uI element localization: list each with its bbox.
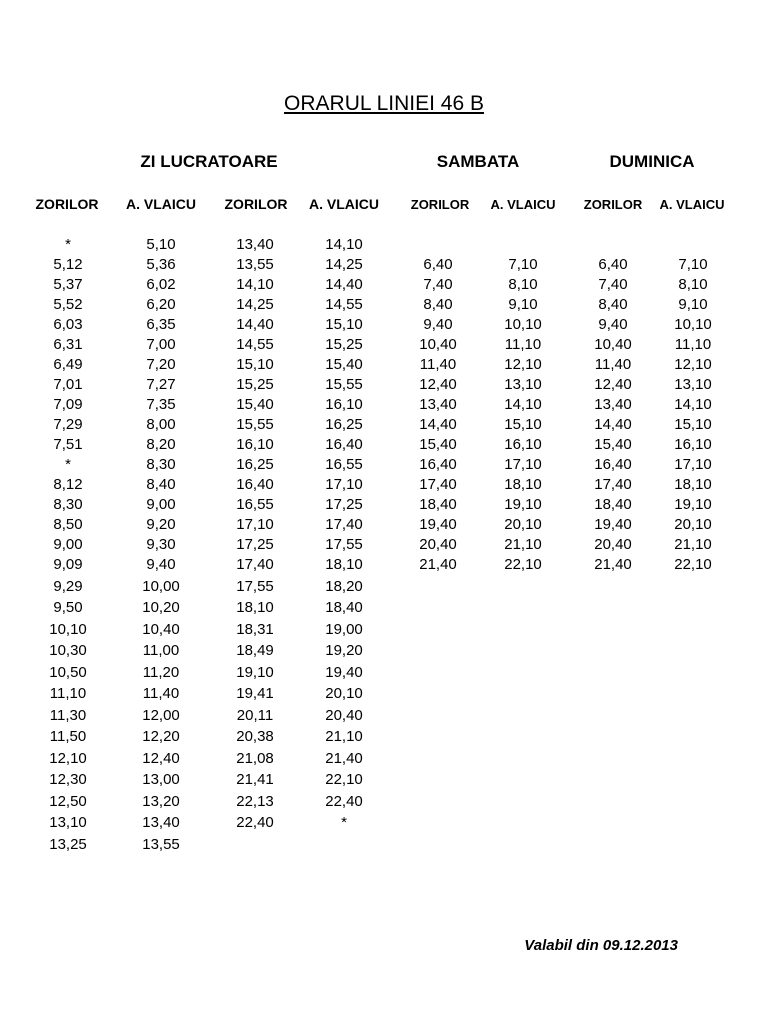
time-cell: 8,40 (598, 296, 628, 313)
time-cell: 11,50 (49, 728, 87, 745)
time-cell: 6,20 (146, 296, 176, 313)
time-cell: 16,40 (419, 456, 457, 473)
time-cell: 19,10 (674, 496, 712, 513)
time-cell: 11,40 (142, 685, 180, 702)
time-cell: 18,40 (419, 496, 457, 513)
time-cell: 11,40 (594, 356, 632, 373)
time-cell: 12,40 (594, 376, 632, 393)
time-cell: 20,40 (594, 536, 632, 553)
time-cell: 5,10 (146, 236, 176, 253)
time-cell: 10,20 (142, 599, 180, 616)
time-cell: 8,40 (146, 476, 176, 493)
time-cell: 15,25 (236, 376, 274, 393)
time-cell: 21,10 (504, 536, 542, 553)
time-cell: 19,40 (325, 663, 363, 681)
header-sunday-vlaicu: A. VLAICU (659, 197, 725, 212)
time-cell: 17,25 (325, 496, 363, 513)
time-cell: 16,25 (236, 456, 274, 473)
time-cell: 7,20 (146, 356, 176, 373)
time-cell: 13,10 (674, 376, 712, 393)
time-cell: 7,40 (598, 276, 628, 293)
time-cell: 10,40 (419, 336, 457, 353)
time-cell: 9,40 (423, 316, 453, 333)
time-cell: 7,40 (423, 276, 453, 293)
time-cell: 20,11 (236, 706, 274, 724)
time-cell: 10,40 (594, 336, 632, 353)
time-cell: 9,50 (53, 599, 83, 616)
time-cell: 16,10 (236, 436, 274, 453)
group-weekday: ZI LUCRATOARE (140, 152, 278, 171)
time-cell: 19,10 (236, 663, 274, 681)
time-cell: 17,40 (236, 556, 274, 573)
time-cell: 7,29 (53, 416, 83, 433)
time-cell: 13,40 (419, 396, 457, 413)
time-cell: 10,00 (142, 577, 180, 595)
time-cell: 17,55 (325, 536, 363, 553)
time-cell: 13,10 (49, 814, 87, 831)
time-cell: 12,10 (674, 356, 712, 373)
time-cell: 13,20 (142, 792, 180, 810)
time-cell: 15,40 (419, 436, 457, 453)
time-cell: 5,52 (53, 296, 83, 313)
time-cell: 18,49 (236, 642, 274, 659)
time-cell: 7,35 (146, 396, 176, 413)
time-cell: 17,10 (674, 456, 712, 473)
time-cell: 22,10 (504, 556, 542, 573)
header-saturday-vlaicu: A. VLAICU (490, 197, 556, 212)
time-cell: 20,40 (325, 706, 363, 724)
time-cell: 18,40 (325, 599, 363, 616)
time-cell: 18,10 (236, 599, 274, 616)
time-cell: 22,10 (325, 771, 363, 788)
time-cell: 12,40 (419, 376, 457, 393)
time-cell: 19,40 (594, 516, 632, 533)
time-cell: 9,30 (146, 536, 176, 553)
time-cell: 19,20 (325, 642, 363, 659)
time-cell: 11,10 (504, 336, 542, 353)
time-cell: 16,10 (504, 436, 542, 453)
time-cell: 21,40 (594, 556, 632, 573)
time-cell: 11,20 (142, 663, 180, 681)
time-cell: 8,40 (423, 296, 453, 313)
time-cell: 6,35 (146, 316, 176, 333)
time-cell: 11,00 (142, 642, 180, 659)
time-cell: 14,40 (236, 316, 274, 333)
time-cell: 15,10 (325, 316, 363, 333)
time-cell: 14,25 (325, 256, 363, 273)
time-cell: 14,40 (594, 416, 632, 433)
time-cell: 12,10 (504, 356, 542, 373)
time-cell: 7,01 (53, 376, 83, 393)
time-cell: 14,10 (325, 236, 363, 253)
time-cell: 17,55 (236, 577, 274, 595)
time-cell: 7,27 (146, 376, 176, 393)
time-cell: 20,40 (419, 536, 457, 553)
time-cell: 15,10 (674, 416, 712, 433)
time-cell: 18,10 (504, 476, 542, 493)
time-cell: 15,55 (236, 416, 274, 433)
time-cell: 9,29 (53, 577, 83, 595)
time-cell: 20,38 (236, 728, 274, 745)
time-cell: 16,40 (325, 436, 363, 453)
time-cell: 10,50 (49, 663, 87, 681)
time-cell: 16,40 (594, 456, 632, 473)
time-cell: 17,10 (504, 456, 542, 473)
header-weekday-vlaicu-2: A. VLAICU (309, 196, 379, 212)
time-cell: 15,25 (325, 336, 363, 353)
time-cell: 19,10 (504, 496, 542, 513)
time-cell: 9,09 (53, 556, 83, 573)
header-weekday-zorilor-1: ZORILOR (35, 196, 99, 212)
time-cell: 13,55 (142, 835, 180, 853)
time-cell: 8,30 (53, 496, 83, 513)
time-cell: 15,55 (325, 376, 363, 393)
time-cell: 8,10 (678, 276, 708, 293)
time-cell: 21,40 (419, 556, 457, 573)
time-cell: 5,36 (146, 256, 176, 273)
time-cell: 12,10 (49, 749, 87, 767)
time-cell: * (341, 814, 347, 831)
time-cell: 13,10 (504, 376, 542, 393)
time-cell: 21,10 (325, 728, 363, 745)
time-cell: 6,31 (53, 336, 83, 353)
time-cell: 10,10 (504, 316, 542, 333)
time-cell: 9,40 (146, 556, 176, 573)
time-cell: 18,20 (325, 577, 363, 595)
time-cell: 8,10 (508, 276, 538, 293)
time-cell: 16,10 (325, 396, 363, 413)
time-cell: 13,55 (236, 256, 274, 273)
time-cell: 14,25 (236, 296, 274, 313)
time-cell: 21,41 (236, 771, 274, 788)
time-cell: 20,10 (325, 685, 363, 702)
time-cell: 9,00 (53, 536, 83, 553)
time-cell: 13,40 (142, 814, 180, 831)
time-cell: 19,41 (236, 685, 274, 702)
time-cell: 12,40 (142, 749, 180, 767)
time-cell: 20,10 (504, 516, 542, 533)
group-sunday: DUMINICA (609, 152, 695, 171)
time-cell: 5,37 (53, 276, 83, 293)
time-cell: 14,55 (325, 296, 363, 313)
time-cell: 19,40 (419, 516, 457, 533)
time-cell: 13,40 (236, 236, 274, 253)
time-cell: 18,40 (594, 496, 632, 513)
time-cell: 9,10 (508, 296, 538, 313)
time-cell: 9,40 (598, 316, 628, 333)
group-saturday: SAMBATA (436, 152, 520, 171)
time-cell: 10,40 (142, 620, 180, 638)
time-cell: 10,30 (49, 642, 87, 659)
time-cell: 15,10 (236, 356, 274, 373)
time-cell: 20,10 (674, 516, 712, 533)
page-title: ORARUL LINIEI 46 B (284, 92, 484, 115)
header-saturday-zorilor: ZORILOR (410, 197, 470, 212)
time-cell: 8,12 (53, 476, 83, 493)
time-cell: 6,40 (598, 256, 628, 273)
time-cell: 13,25 (49, 835, 87, 853)
time-cell: 10,10 (674, 316, 712, 333)
time-cell: 17,40 (594, 476, 632, 493)
header-weekday-zorilor-2: ZORILOR (224, 196, 288, 212)
time-cell: 17,10 (325, 476, 363, 493)
time-cell: 14,10 (674, 396, 712, 413)
time-cell: 8,50 (53, 516, 83, 533)
time-cell: 13,40 (594, 396, 632, 413)
time-cell: 16,10 (674, 436, 712, 453)
time-cell: 14,40 (419, 416, 457, 433)
time-cell: 6,03 (53, 316, 83, 333)
time-cell: * (65, 456, 71, 473)
time-cell: 11,10 (49, 685, 87, 702)
time-cell: 12,30 (49, 771, 87, 788)
time-cell: 11,10 (674, 336, 712, 353)
time-cell: 15,40 (325, 356, 363, 373)
time-cell: 11,30 (49, 706, 87, 724)
time-cell: 9,00 (146, 496, 176, 513)
time-cell: 21,08 (236, 749, 274, 767)
time-cell: 21,40 (325, 749, 363, 767)
time-cell: 12,50 (49, 792, 87, 810)
time-cell: 16,55 (236, 496, 274, 513)
time-cell: 17,40 (325, 516, 363, 533)
time-cell: 15,40 (236, 396, 274, 413)
time-cell: 7,09 (53, 396, 83, 413)
time-cell: 6,02 (146, 276, 176, 293)
time-cell: 6,40 (423, 256, 453, 273)
time-cell: 22,10 (674, 556, 712, 573)
header-weekday-vlaicu-1: A. VLAICU (126, 196, 196, 212)
time-cell: 8,20 (146, 436, 176, 453)
time-cell: 17,25 (236, 536, 274, 553)
time-cell: 15,40 (594, 436, 632, 453)
time-cell: 17,40 (419, 476, 457, 493)
time-cell: 7,00 (146, 336, 176, 353)
time-cell: 9,20 (146, 516, 176, 533)
time-cell: 10,10 (49, 620, 87, 638)
time-cell: 14,40 (325, 276, 363, 293)
time-cell: 16,40 (236, 476, 274, 493)
time-cell: 13,00 (142, 771, 180, 788)
time-cell: * (65, 236, 71, 253)
time-cell: 19,00 (325, 620, 363, 638)
time-cell: 11,40 (419, 356, 457, 373)
time-cell: 14,55 (236, 336, 274, 353)
header-sunday-zorilor: ZORILOR (583, 197, 643, 212)
time-cell: 18,31 (236, 620, 274, 638)
time-cell: 15,10 (504, 416, 542, 433)
time-cell: 7,51 (53, 436, 83, 453)
time-cell: 22,13 (236, 792, 274, 810)
time-cell: 6,49 (53, 356, 83, 373)
time-cell: 8,30 (146, 456, 176, 473)
time-cell: 5,12 (53, 256, 83, 273)
time-cell: 21,10 (674, 536, 712, 553)
time-cell: 17,10 (236, 516, 274, 533)
time-cell: 22,40 (236, 814, 274, 831)
time-cell: 12,20 (142, 728, 180, 745)
time-cell: 16,25 (325, 416, 363, 433)
time-cell: 16,55 (325, 456, 363, 473)
validity-note: Valabil din 09.12.2013 (524, 937, 678, 954)
time-cell: 18,10 (674, 476, 712, 493)
time-cell: 9,10 (678, 296, 708, 313)
time-cell: 14,10 (236, 276, 274, 293)
time-cell: 7,10 (678, 256, 708, 273)
time-cell: 7,10 (508, 256, 538, 273)
time-cell: 8,00 (146, 416, 176, 433)
time-cell: 12,00 (142, 706, 180, 724)
time-cell: 22,40 (325, 792, 363, 810)
time-cell: 14,10 (504, 396, 542, 413)
time-cell: 18,10 (325, 556, 363, 573)
